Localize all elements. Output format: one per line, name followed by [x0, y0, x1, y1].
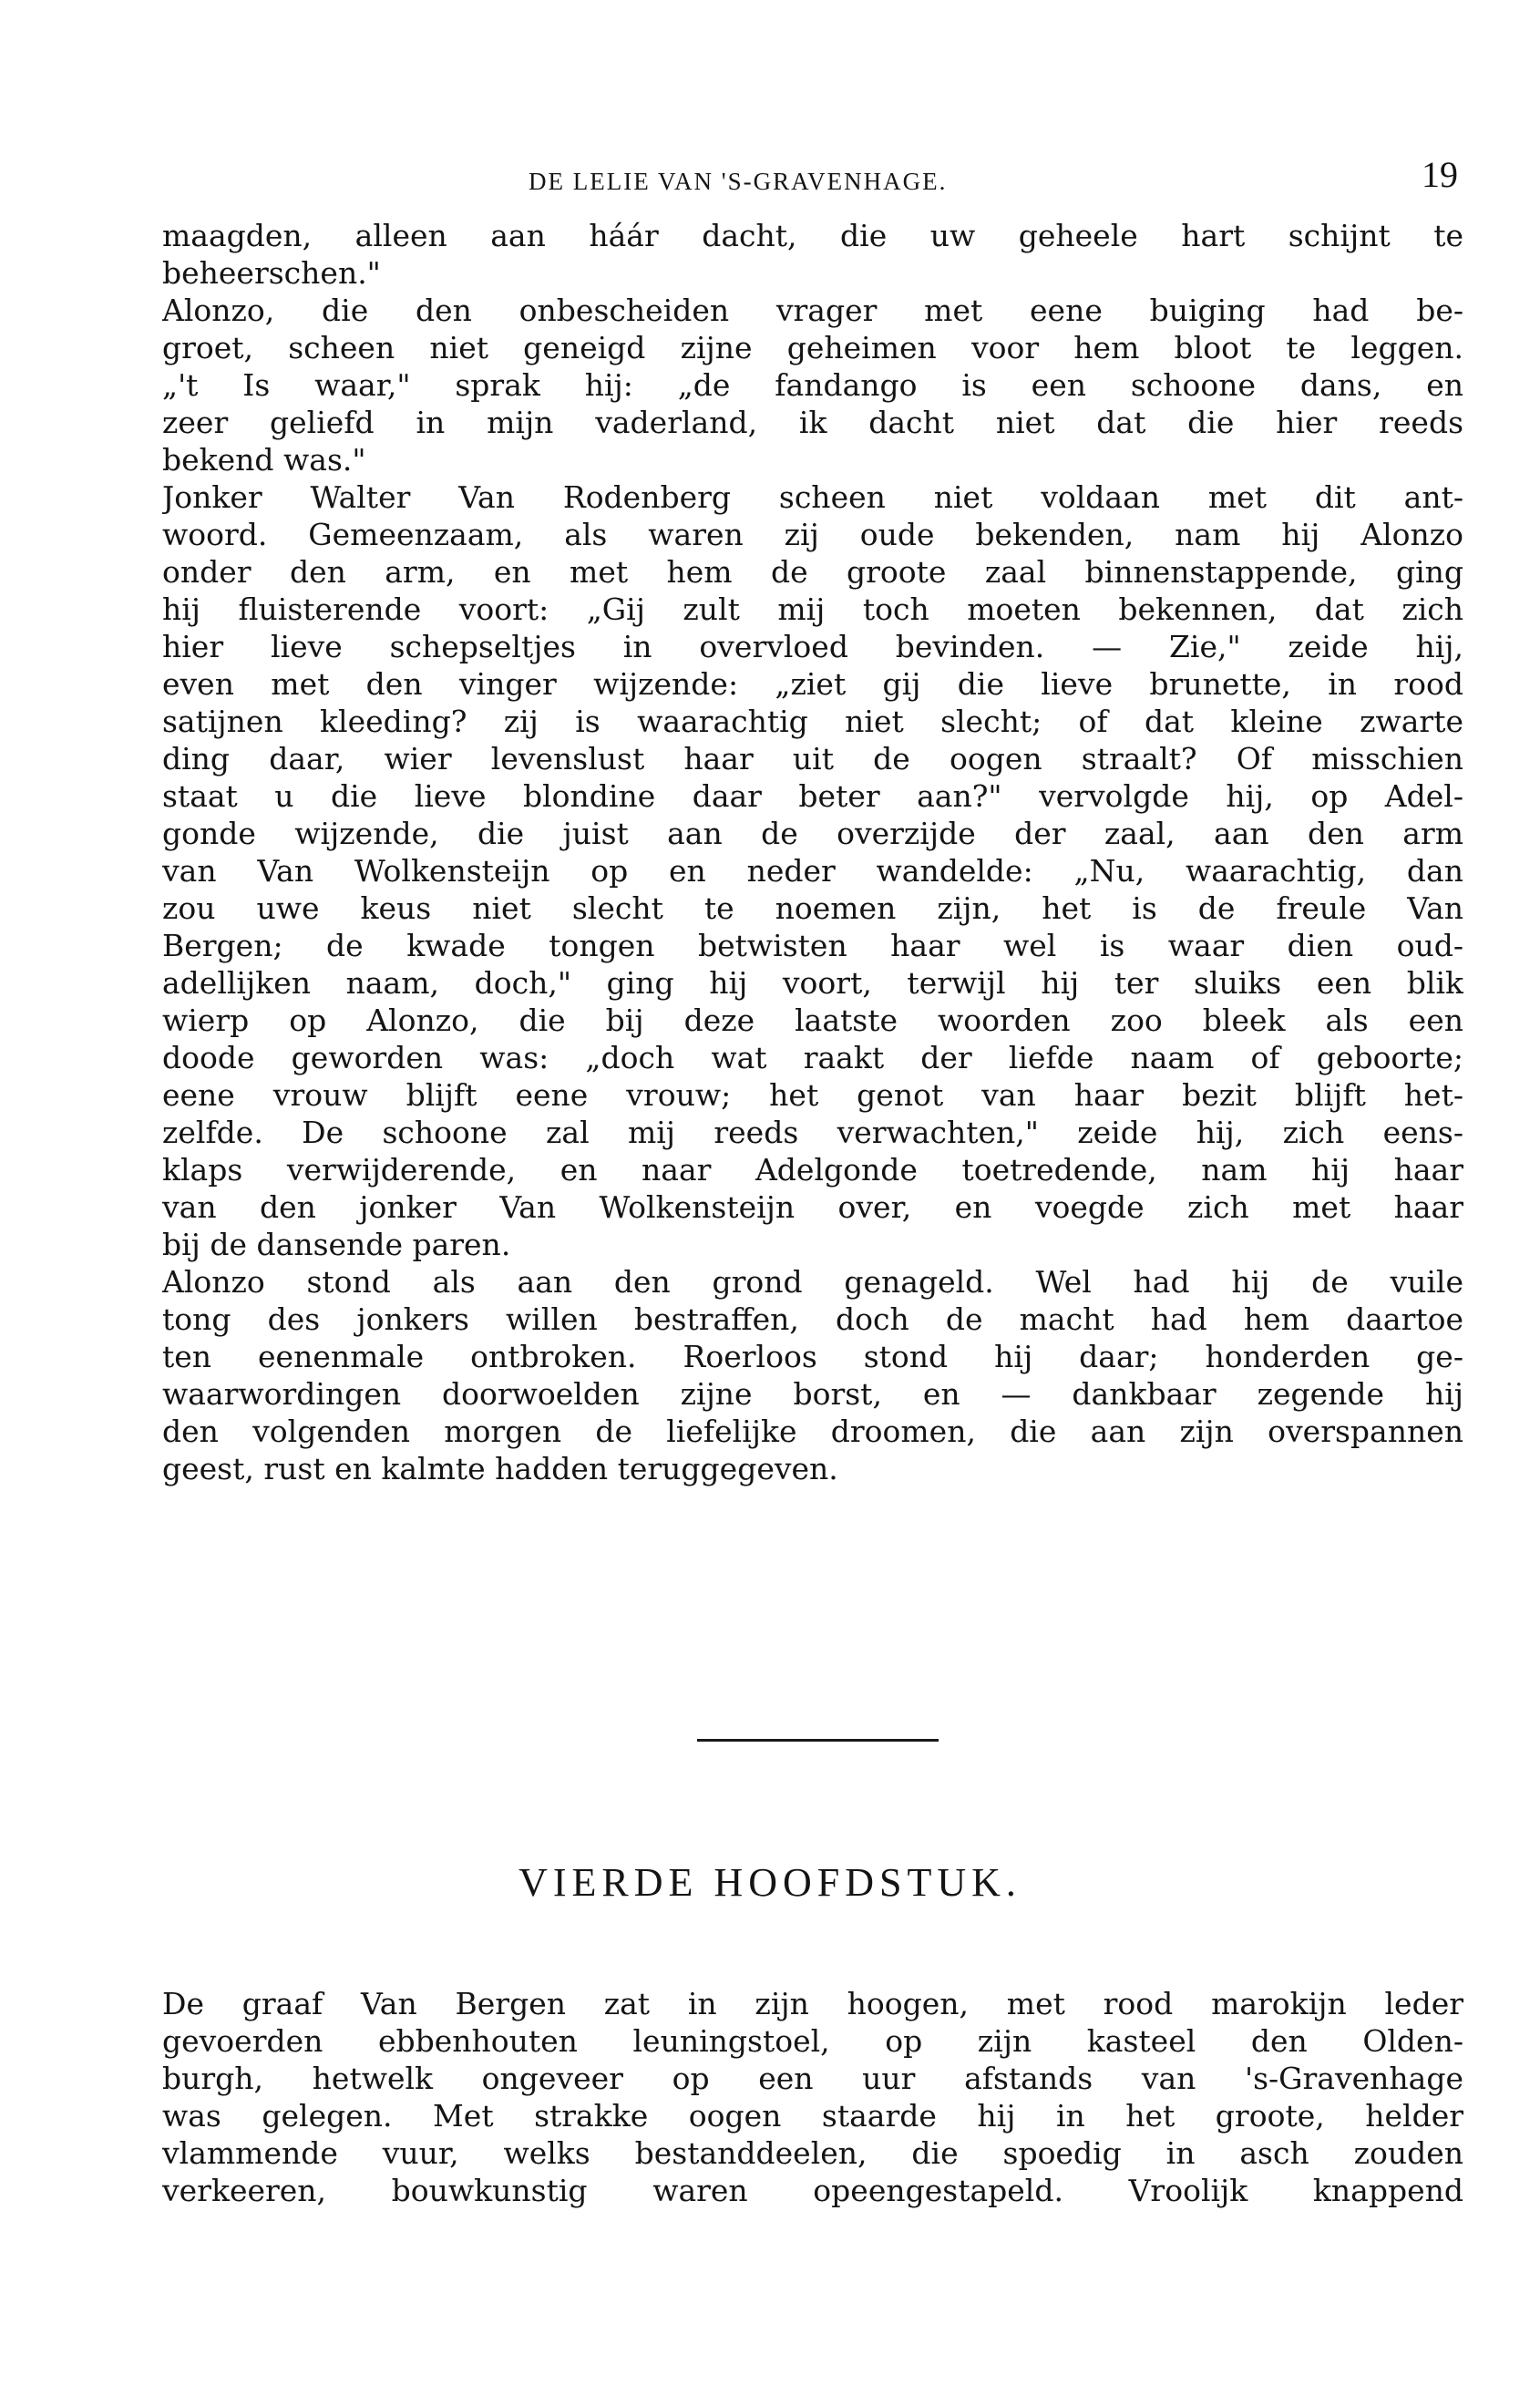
text-line: bekend was."	[162, 442, 366, 478]
running-header	[164, 153, 1458, 199]
text-line: beheerschen."	[162, 255, 381, 291]
running-title: DE LELIE VAN 'S-GRAVENHAGE.	[529, 168, 948, 195]
text-line: wierp op Alonzo, die bij deze laatste woorden zoo bleek als een	[162, 1003, 1463, 1038]
text-line: adellijken naam, doch," ging hij voort, terwijl hij ter sluiks een blik	[162, 965, 1463, 1001]
text-line: maagden, alleen aan háár dacht, die uw geheele hart schijnt te	[162, 218, 1463, 253]
text-line: van den jonker Van Wolkensteijn over, en voegde zich met haar	[162, 1189, 1463, 1225]
text-line: Alonzo, die den onbescheiden vrager met eene buiging had be-	[162, 293, 1463, 328]
text-line: ding daar, wier levenslust haar uit de oogen straalt? Of misschien	[162, 741, 1463, 776]
text-line: van Van Wolkensteijn op en neder wandelde: „Nu, waarachtig, dan	[162, 853, 1463, 889]
text-line: gonde wijzende, die juist aan de overzijde der zaal, aan den arm	[162, 816, 1463, 851]
text-line: even met den vinger wijzende: „ziet gij die lieve brunette, in rood	[162, 666, 1463, 702]
text-line: zou uwe keus niet slecht te noemen zijn, het is de freule Van	[162, 890, 1463, 926]
text-line: tong des jonkers willen bestraffen, doch de macht had hem daartoe	[162, 1301, 1463, 1337]
text-line: De graaf Van Bergen zat in zijn hoogen, met rood marokijn leder	[162, 1986, 1463, 2021]
text-line: onder den arm, en met hem de groote zaal binnenstappende, ging	[162, 554, 1463, 590]
text-line: burgh, hetwelk ongeveer op een uur afstands van 's-Gravenhage	[162, 2061, 1463, 2096]
text-line: klaps verwijderende, en naar Adelgonde toetredende, nam hij haar	[162, 1152, 1463, 1188]
text-line: gevoerden ebbenhouten leuningstoel, op zijn kasteel den Olden-	[162, 2023, 1463, 2059]
text-line: zelfde. De schoone zal mij reeds verwachten," zeide hij, zich eens-	[162, 1115, 1463, 1150]
text-line: doode geworden was: „doch wat raakt der liefde naam of geboorte;	[162, 1040, 1463, 1075]
text-line: hier lieve schepseltjes in overvloed bevinden. — Zie," zeide hij,	[162, 629, 1463, 664]
text-line: verkeeren, bouwkunstig waren opeengestapeld. Vroolijk knappend	[162, 2173, 1463, 2208]
text-line: eene vrouw blijft eene vrouw; het genot van haar bezit blijft het-	[162, 1077, 1463, 1113]
chapter-text	[162, 1985, 1463, 2209]
text-line: staat u die lieve blondine daar beter aan?" vervolgde hij, op Adel-	[162, 778, 1463, 814]
text-line: den volgenden morgen de liefelijke droomen, die aan zijn overspannen	[162, 1414, 1463, 1449]
body-text	[162, 217, 1463, 1487]
section-divider	[697, 1739, 939, 1742]
text-line: woord. Gemeenzaam, als waren zij oude bekenden, nam hij Alonzo	[162, 517, 1463, 552]
text-line: vlammende vuur, welks bestanddeelen, die spoedig in asch zouden	[162, 2135, 1463, 2171]
text-line: geest, rust en kalmte hadden teruggegeven.	[162, 1451, 838, 1486]
text-line: groet, scheen niet geneigd zijne geheimen voor hem bloot te leggen.	[162, 330, 1463, 365]
text-line: waarwordingen doorwoelden zijne borst, en — dankbaar zegende hij	[162, 1376, 1463, 1412]
text-line: Jonker Walter Van Rodenberg scheen niet voldaan met dit ant-	[162, 479, 1463, 515]
text-line: „'t Is waar," sprak hij: „de fandango is een schoone dans, en	[162, 367, 1463, 403]
text-line: ten eenenmale ontbroken. Roerloos stond hij daar; honderden ge-	[162, 1339, 1463, 1374]
text-line: satijnen kleeding? zij is waarachtig niet slecht; of dat kleine zwarte	[162, 704, 1463, 739]
text-line: Alonzo stond als aan den grond genageld. Wel had hij de vuile	[162, 1264, 1463, 1300]
text-line: hij fluisterende voort: „Gij zult mij toch moeten bekennen, dat zich	[162, 591, 1463, 627]
chapter-heading: VIERDE HOOFDSTUK.	[518, 1860, 1022, 1905]
text-line: Bergen; de kwade tongen betwisten haar wel is waar dien oud-	[162, 928, 1463, 963]
page-number: 19	[1422, 154, 1458, 195]
text-line: was gelegen. Met strakke oogen staarde hij in het groote, helder	[162, 2098, 1463, 2134]
text-line: bij de dansende paren.	[162, 1227, 511, 1262]
text-line: zeer geliefd in mijn vaderland, ik dacht niet dat die hier reeds	[162, 405, 1463, 440]
